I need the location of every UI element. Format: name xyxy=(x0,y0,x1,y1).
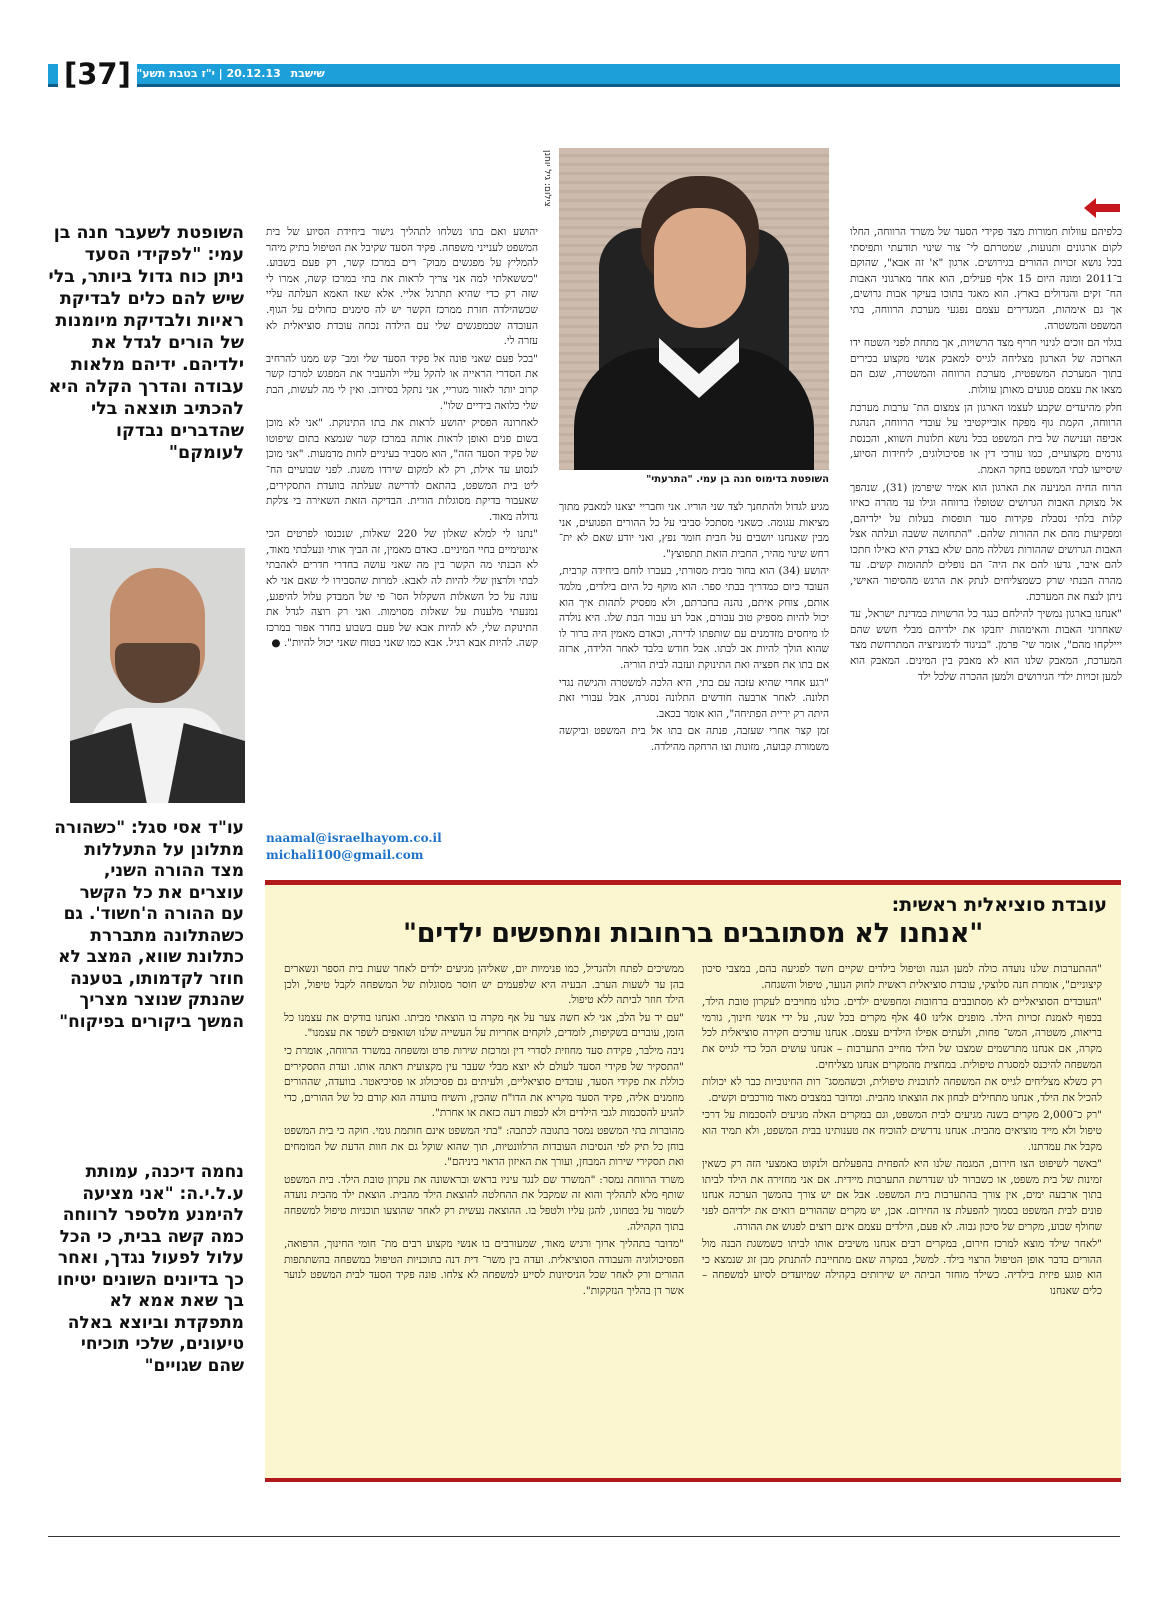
header-meta xyxy=(130,64,325,84)
sidebar-top-border xyxy=(265,880,1121,885)
email-link[interactable]: naamal@israelhayom.co.il xyxy=(266,831,442,845)
sidebar-kicker: עובדת סוציאלית ראשית: xyxy=(891,894,1107,916)
page-number: [37] xyxy=(58,58,137,90)
sidebar-headline: "אנחנו לא מסתובבים ברחובות ומחפשים ילדים" xyxy=(402,918,983,949)
paragraph: "רגע אחרי שהיא עזבה עם בתי, היא הלכה למשטרה והגישה נגדי תלונה. לאחר ארבעה חודשים התלונה נסגרה, אבל עבורי זאת היתה רק יריית הפתיחה", הוא אומר בכאב. xyxy=(559,676,829,720)
photo-credit: צילום: גיל יוחנן xyxy=(542,150,552,207)
sidebar-column-right xyxy=(702,962,1102,1470)
paragraph: "בכל פעם שאני פונה אל פקיד הסעד שלי ומב־ קש ממנו להרחיב את הסדרי הראייה או להקל עליי ולהעביר את המפגש למרכז קשר קרוב יותר לאזור מגוריי, אני נתקל בסירוב. ואין לי מה לעשות, הבת שלי כלואה בידיים שלו". xyxy=(266,352,538,412)
email-link[interactable]: michali100@gmail.com xyxy=(266,848,424,862)
pull-quote-lawyer: עו"ד אסי סגל: "כשהורה מתלונן על התעללות מצד ההורה השני, עוצרים את כל הקשר עם ההורה ה'חשוד'. גם כשהתלונה מתבררת כתלונת שווא, המצב לא חוזר לקדמותו, בטענה שהנתק שנוצר מצריך המשך ביקורים בפיקוח" xyxy=(54,818,244,1032)
pull-quote-association: נחמה דיכנה, עמותת ע.ל.י.ה: "אני מציעה להימנע מלספר לרווחה כמה קשה בבית, כי הכל עלול לפעול נגדך, ואחר כך בדיונים השונים יטיחו בך שאת אמא לא מתפקדת וביוצא באלה טיעונים, שלכי תוכיחי שהם שגויים" xyxy=(57,1162,244,1376)
judge-photo xyxy=(559,148,829,470)
judge-photo-caption: השופטת בדימוס חנה בן עמי. "התרעתי" xyxy=(646,474,829,485)
paragraph: "באשר לשיפוט הצו חירום, המגמה שלנו היא להפחית בהפעלתם ולנקוט באמצעי הזה רק כשאין זמינות של בית משפט, או כשברור לנו שנדרשת התערבות מיידית. אם אני מחזירה את הילד לביתו בתוך ארבעה ימים, אין צורך בהתערבות בית המשפט. אבל אם יש צורך בהמשך הערכה אנחנו פונים לבית המשפט בסמוך להפעלת צו החירום. אכן, יש מקרים שההורים רואים את ילדיהם לפני שחולף שבוע, מקרים של סיכון גבוה. לא פעם, הילדים עצמם אינם רוצים לפגוש את ההורה. xyxy=(702,1158,1102,1233)
paragraph: "לאחר שילד מוצא למרכז חירום, במקרים רבים אנחנו משיבים אותו לביתו כשמשגת הבנה מול ההורים בדבר אופן הטיפול הרצוי בילד. למשל, במקרה שאם מתחייבת להתנתק מבן זוג שנמצא כי הוא פוגע פיזית בילדיה. כשילד מוחזר הביתה יש שירותים בקהילה שמיועדים לסיוע למשפחה – כלים שאנחנו xyxy=(702,1238,1102,1297)
paragraph: ניבה מילבר, פקידת סעד מחוזית לסדרי דין ומרכזת שירות פרט ומשפחה במשרד הרווחה, אומרת כי "התסקיר של פקידי הסעד לעולם לא יוצא מבלי שעבר עין מקצועית ראתה אותו. ועדת התסקירים כוללת את פקידי הסעד, עובדים סוציאליים, ולעיתים גם פסיכולוג או פסיכיאטר. בוועדה, שההורים מוזמנים אליה, פקיד הסעד מקריא את הדו"ח שהכין, והשיח בוועדה הוא קודם כל של ההורים, כדי להגיע להסכמות לגבי הילדים ולא לכפות דעה כזאת או אחרת". xyxy=(284,1044,684,1120)
paragraph: "אנחנו בארגון נמשיך להילחם כנגד כל הרשויות במדינת ישראל, עד שאחרוני האבות והאימהות יחבקו את ילדיהם מבלי חשש שהם ייילקחו מהם", אומר שי־ פרמן. "בניגוד לדמוניזציה המתרחשת מצד המערכת, המאבק שלנו הוא לא מאבק בין המינים. המאבק הוא למען זכויות ילדי הגירושים ולמען ההכרה שלכל ילד xyxy=(850,608,1122,683)
paragraph: רק כשלא מצליחים לגייס את המשפחה לתוכנית טיפולית, וכשהמסג־ רות החינוכיות כבר לא יכולות להכיל את הילד, אנחנו מתחילים לבחון את הוצאתו מהבית. ומדובר במצבים מאוד מורכבים וקשים. xyxy=(702,1076,1102,1104)
paragraph: לאחרונה הפסיק יהושע לראות את בתו התינוקת. "אני לא מוכן בשום פנים ואופן לראות אותה במרכז קשר שנמצא בתום שיפוטו של פקיד הסעד הזה", הוא מסביר בעיניים לחות מדמעות. "אני מוכן לנסוע עד אילת, רק לא למקום שירדו משגת. לפני שבועיים הח־ ליט בית המשפט, בהתאם לדרישה שעלתה בוועדת התסקירים, שאעבור בדיקת מסוגלות הורית. הבדיקה הזאת השאירה בי צלקת גדולה מאוד. xyxy=(266,417,538,523)
sidebar-column-left xyxy=(284,962,684,1470)
left-arrow-icon xyxy=(1082,196,1122,220)
paragraph: משרד הרווחה נמסר: "המשרד שם לנגד עיניו בראש ובראשונה את עקרון טובת הילד. בית המשפט שותף מלא לתהליך והוא זה שמקבל את ההחלטה להוצאת הילד מהבית. הוצאת ילד מהבית נועדה לשמור על בטחונו, להגן עליו ולטפל בו. ההוצאה נעשית רק לאחר שהוצעו תוכניות טיפול למשפחה בתוך הקהילה. xyxy=(284,1173,684,1233)
article-column-1 xyxy=(850,225,1122,870)
paragraph: חלק מהיעדים שקבע לעצמו הארגון הן צמצום הת־ ערבות מערכת הרווחה, הקמת גוף מפקח אובייקטיבי על עובדי הרווחה, הנהגת אכיפה וענישה של בית המשפט בכל נושא תלונות השווא, והכנסת גורמים מקצועיים, כמו עורכי דין או פסיכולוגים, ליחידות הסיוע, שיסייעו לבתי המשפט בחקר האמת. xyxy=(850,401,1122,476)
publication-brand: שישבת xyxy=(290,67,325,80)
article-column-3 xyxy=(266,225,538,825)
paragraph: ממשיכים לפתח ולהגדיל, כמו פנימיות יום, שאליהן מגיעים ילדים לאחר שעות בית הספר ונשארים בהן עד לשעות הערב. הבעיה היא שלפעמים יש חוסר מסוגלות של המשפחה לקבל טיפול, ולכן הילד חוזר לביתה ללא טיפול. xyxy=(284,963,684,1007)
paragraph: יהושע ואם בתו נשלחו לתהליך גישור ביחידת הסיוע של בית המשפט לענייני משפחה. פקיד הסעד שקיבל את הטיפול בתיק מיהר להמליץ על מפגשים מבוק־ רים במרכז קשר, רק פעם בשבוע. "כששאלתי למה אני צריך לראות את בתי במרכז קשה, אמרו לי שזה רק כדי שהיא תתרגל אליי. אלא שאז האמא העלתה עליי שכשהילדה חזרת ממרכז הקשר יש לה סימנים כחולים על הגוף. העובדה שבמפגשים שלי עם הילדה נכחה עובדת סוציאלית לא עזרה לי. xyxy=(266,226,538,348)
paragraph: מגיע לגדול ולהתחנך לצד שני הוריו. אני וחבריי יצאנו למאבק מתוך מציאות עגומה. כשאני מסתכל סביבי על כל ההורים הפגועים, אני מבין שאנחנו יושבים על חבית חומר נפץ, ואני יודע שאם לא ית־ רחש שינוי מהיר, החבית הזאת תתפוצץ". xyxy=(559,501,829,560)
article-column-2 xyxy=(559,500,829,870)
paragraph: כלפיהם עוולות חמורות מצד פקידי הסעד של משרד הרווחה, החלו לקום ארגונים ותנועות, שמטרתם לי־ צור שינוי תודעתי ותפיסתי בכל נושא זכויות ההורים בגירושים. ארגון "א' זה אבא", שהוקם ב־2011 ומונה היום 15 אלף פעילים, הוא אחד מארגוני האבות הח־ זקים והגדולים בארץ. הוא מאגד בתוכו בעיקר אבות גרושים, אך גם אימהות, המגדירים עצמם נפגעי מערכת הרווחה, בתי המשפט והמשטרה. xyxy=(850,226,1122,332)
sidebar-bottom-border xyxy=(265,1478,1121,1482)
paragraph: "רק כ־2,000 מקרים בשנה מגיעים לבית המשפט, וגם במקרים האלה מגיעים להסכמות על דרכי טיפול ולא מייד מוציאים מהבית. אנחנו נדרשים להוכיח את טענותינו בבית המשפט, ולא תמיד הוא מקבל את עמדתנו. xyxy=(702,1109,1102,1153)
author-emails xyxy=(266,830,536,864)
paragraph: יהושע (34) הוא בחור מבית מסורתי, בעברו לוחם ביחידה קרבית, העובד כיום כמדריך בבתי ספר. הוא מוקף כל היום בילדים, מלמד אותם, צוחק איתם, נהנה בחברתם, ולא מפסיק לתהות איך הוא יכול להיות מספיק טוב עבורם, אבל רע עבור הבת שלו. היא נולדה לו מיחסים מזדמנים עם שותפתו לדירה, וכאדם מאמין היה ברור לו שהוא הולך להיות אב לבתו. אבל חודש בלבד לאחר הלידה, ארזה אם בתו את חפציה ואת התינוקת ועזבה לבית הוריה. xyxy=(559,565,829,671)
paragraph: "העובדים הסוציאליים לא מסתובבים ברחובות ומחפשים ילדים. כולנו מחויבים לעקרון טובת הילד, בכפוף לאמנת זכויות הילד. מופנים אלינו 40 אלף מקרים בכל שנה, על ידי אנשי חינוך, גורמי בריאות, משטרה, המש־ פחות, ולעתים אפילו הילדים עצמם. אנחנו עורכים חקירה סוציאלית לכל מקרה, אם אנחנו מתרשמים שמצבו של הילד מחייב התערבות – אנחנו עושים הכל כדי לגייס את המשפחה להיכנס למסגרת טיפולית. במחצית מהמקרים אנחנו מצליחים. xyxy=(702,996,1102,1071)
issue-date: 20.12.13 | י"ז בטבת תשע"ד xyxy=(130,67,281,80)
paragraph: הרוח החיה המניעה את הארגון הוא אמיר שיפרמן (31), שנהפך אל מצוקת האבות הגרושים שטופלו ברווחה וגילו עד מהרה כאיזו קלות בלתי נסבלת פקידות סעד תופסות בעלות על ילדיהם, ומפקיעות מהם את ההורות שלהם. "התחושה ששבה ועלתה אצל האבות הגרושים שההורות נשללה מהם שלא בצדק היא כאילו חתכו להם איבר, גדעו להם את היה־ הם נופלים לתהומות קשים. עד מהרה הבנתי שרק כשמצליחים לנתק את הרגש מהסיפור האישי, ניתן לנצח את המערכת. xyxy=(850,481,1122,603)
lawyer-photo xyxy=(70,548,245,803)
header-underline xyxy=(48,84,1120,87)
paragraph: מהוברות בתי המשפט נמסר בתגובה לכתבה: "בתי המשפט אינם חותמת גומי. חוקה כי בית המשפט בוחן כל תיק לפי הנסיבות העובדות הרלוונטיות, תוך שהוא שוקל גם את חוות הדעת של המומחים ואת תסקירי שירות המבחן, ועורך את האיזון הראוי ביניהם". xyxy=(284,1124,684,1169)
paragraph: "ההתערבות שלנו נועדה כולה למען הגנה וטיפול בילדים שקיים חשד לפגיעה בהם, במצבי סיכון קיצוניים", אומרת חנה סלוצקי, עובדת סוציאלית ראשית לחוק הנוער, טיפול והשגחה. xyxy=(702,963,1102,991)
paragraph: בגלוי הם זוכים לגינוי חריף מצד הרשויות, אך מתחת לפני השטח ידו הארוכה של הארגון מצליחה לגייס למאבק אנשי מקצוע בכירים בתוך המערכת המשפטית, מערכת הרווחה והמשטרה, שגם הם מצאו את עצמם פגועים מאותן עוולות. xyxy=(850,337,1122,396)
paragraph: "מדובר בתהליך ארוך ורגיש מאוד, שמעורבים בו אנשי מקצוע רבים מת־ חומי החינוך, הרפואה, הפסיכולוגיה והעבודה הסוציאלית. ועדה בין משר־ דית דנה בתוכניות הטיפול במשפחה בהשתתפות ההורים ורק לאחר שכל הניסיונות לסייע למשפחה לא צלחו. פונה פקיד הסעד לבית המשפט לנוער אשר דן בהליך הנזקקות". xyxy=(284,1238,684,1297)
paragraph: "עם יד על הלב, אני לא חשה צער על אף מקרה בו הוצאתי מביתו. ואנחנו בודקים את עצמנו כל הזמן, עוברים בשקיפות, לומדים, לוקחים אחריות על העשייה שלנו ושואפים לשפר את עצמנו". xyxy=(284,1011,684,1040)
pull-quote-judge: השופטת לשעבר חנה בן עמי: "לפקידי הסעד ניתן כוח גדול ביותר, בלי שיש להם כלים לבדיקת ראיות ולבדיקת מיומנות של הורים לגדל את ילדיהם. ידיהם מלאות עבודה והדרך הקלה היא להכתיב תוצאה בלי שהדברים נבדקו לעומקם" xyxy=(48,223,244,463)
paragraph: "נתנו לי למלא שאלון של 220 שאלות, שנכנסו לפרטים הכי אינטימיים בחיי המיניים. כאדם מאמין, זה הביך אותי ונעלבתי מאוד, לא הבנתי מה הקשר בין מה שאני עושה בחדרי חדרים לאהבתי לבתי ולרצון שלי להיות לה לאבא. למרות שהסבירו לי שאם אני לא עונה על כל השאלות השקלול הסו־ פי של המבדק עלול להיפגע, נמנעתי מלענות על שאלות מסוימות. ואני רק רוצה לגדל את התינוקת שלי, לא להיות אבא של פעם בשבוע בחדר אפור במרכז קשה. להיות אבא רגיל. אבא כמו שאני בטוח שאני יכול להיות". ● xyxy=(266,528,538,650)
paragraph: זמן קצר אחרי שעזבה, פנתה אם בתו אל בית המשפט וביקשה משמורת קבועה, מזונות וצו הרחקה מהילדה. xyxy=(559,725,829,753)
bottom-rule xyxy=(48,1536,1120,1537)
